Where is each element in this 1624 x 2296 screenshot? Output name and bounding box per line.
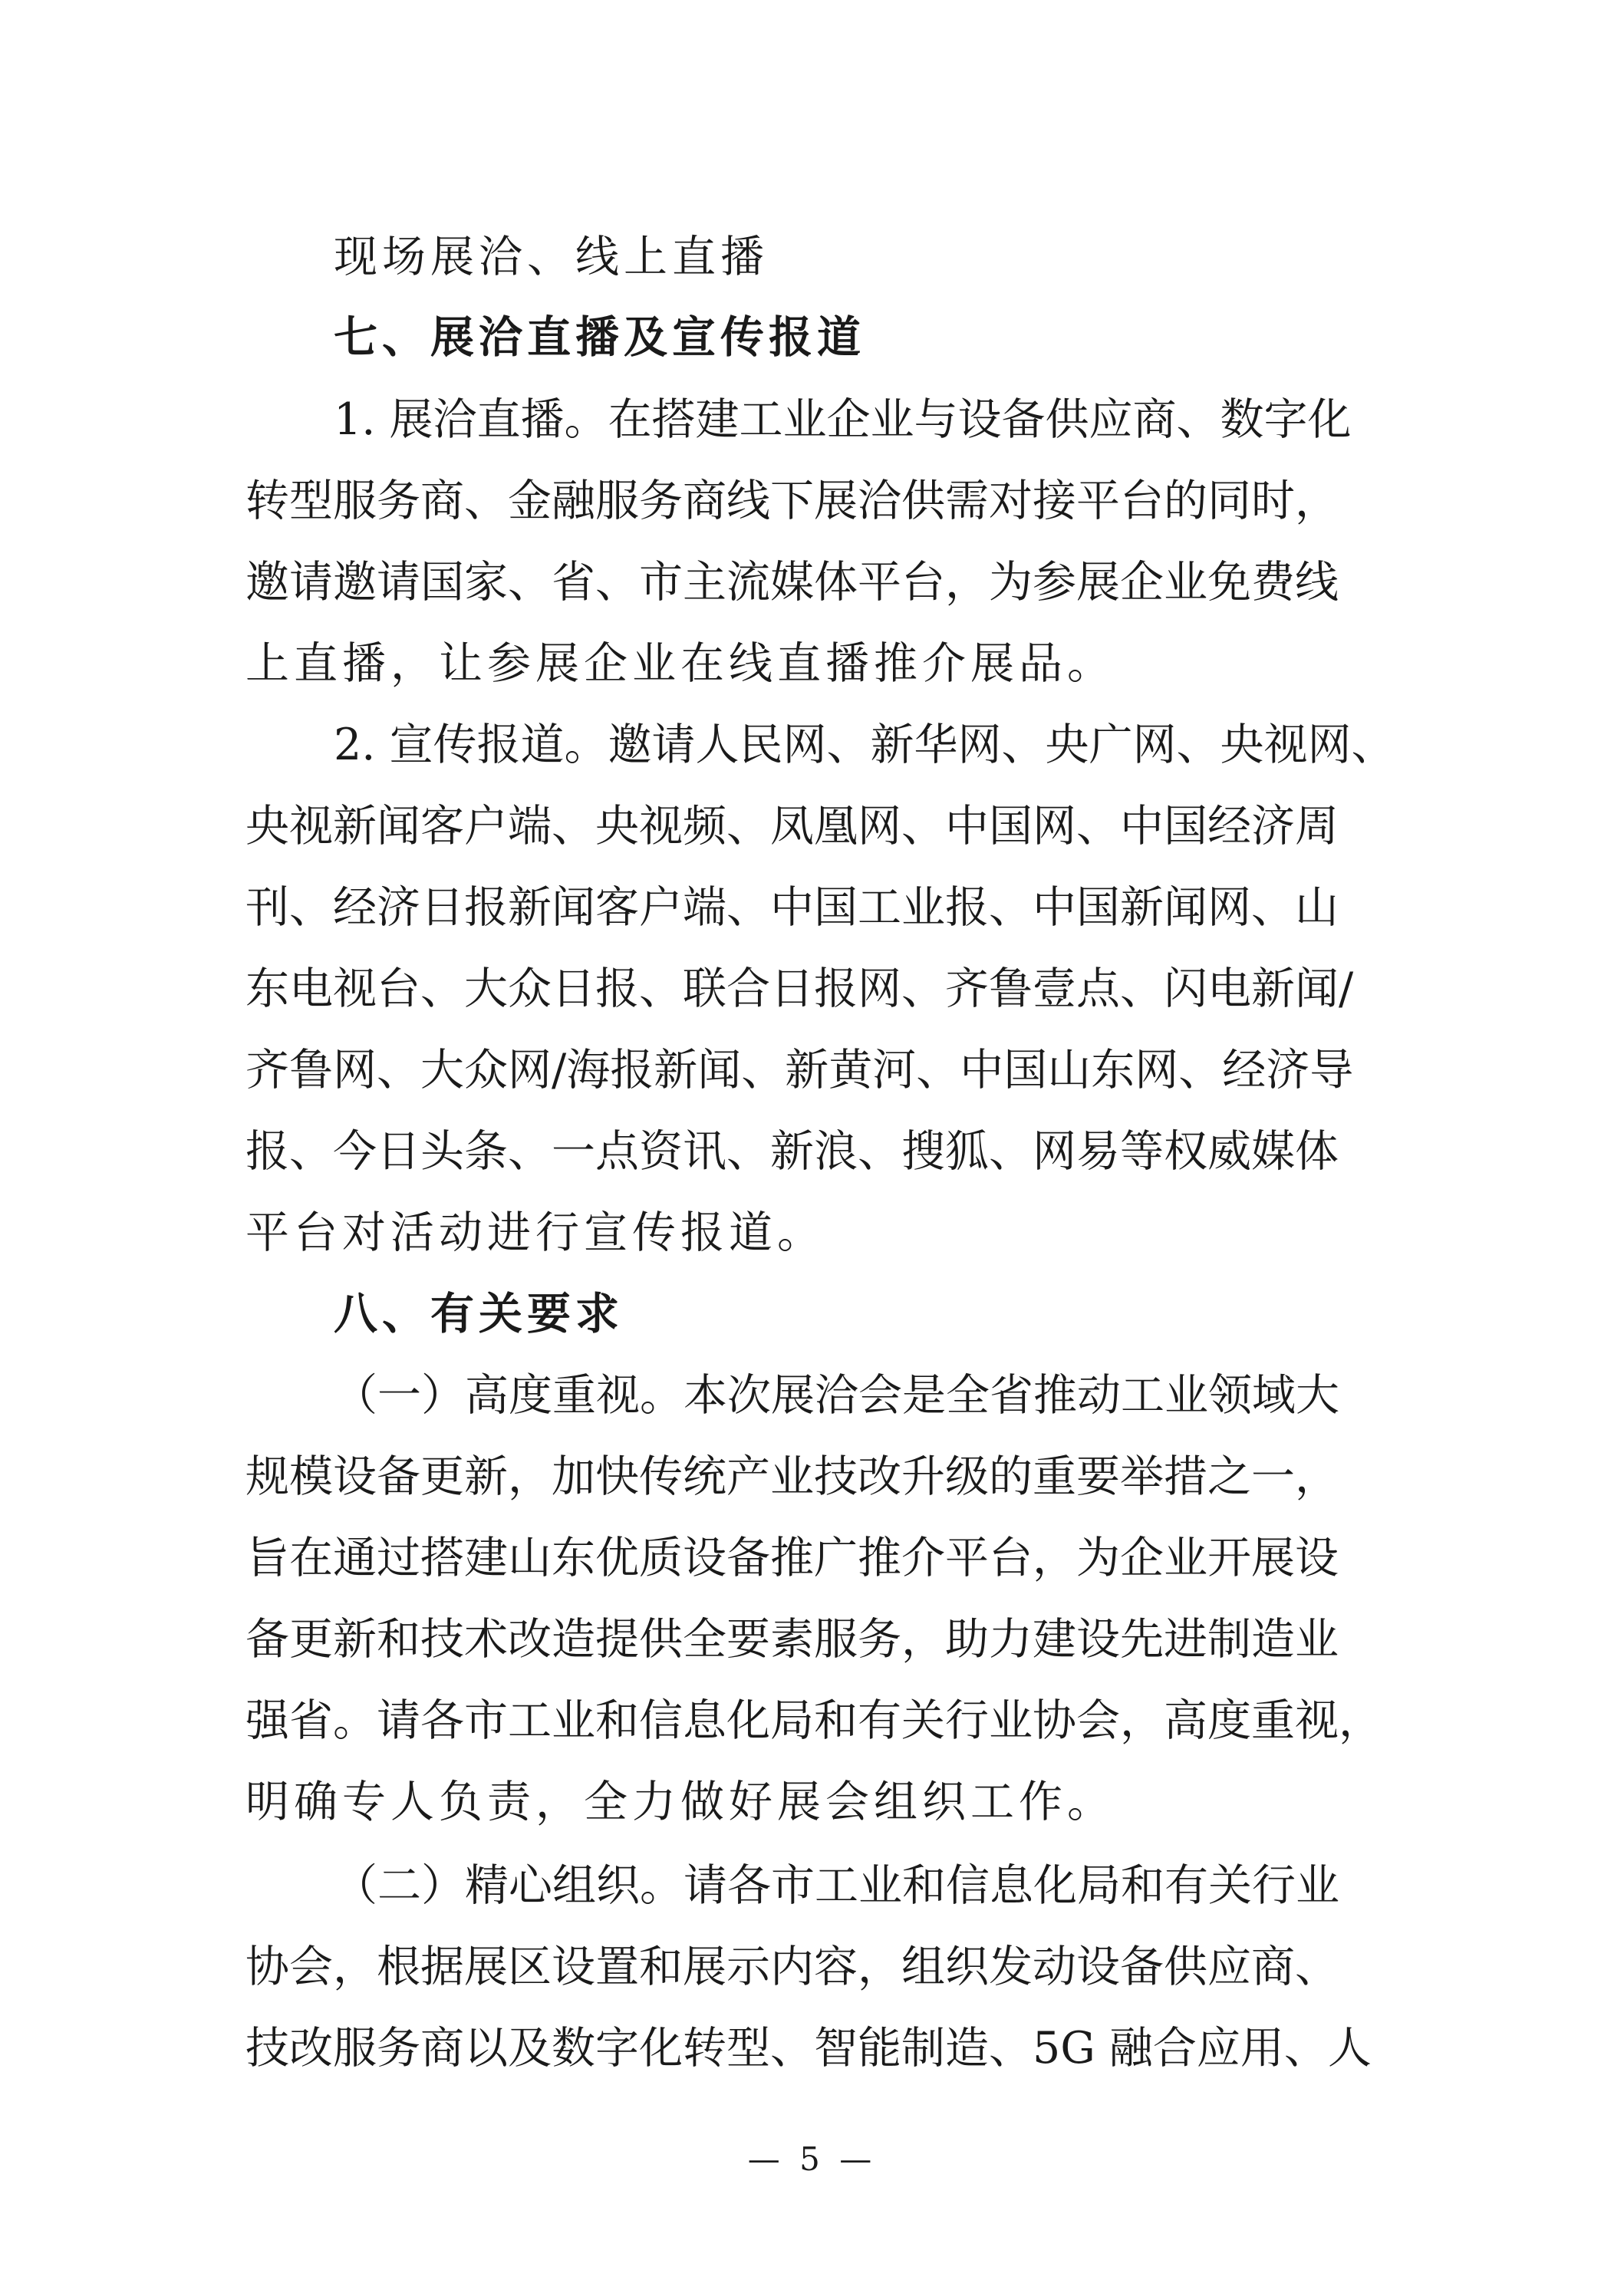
text-line: 备更新和技术改造提供全要素服务，助力建设先进制造业	[245, 1614, 1339, 1665]
text-line: 刊、经济日报新闻客户端、中国工业报、中国新闻网、山	[245, 882, 1339, 933]
text-line: 规模设备更新，加快传统产业技改升级的重要举措之一，	[245, 1451, 1339, 1502]
text-line: 央视新闻客户端、央视频、凤凰网、中国网、中国经济周	[245, 801, 1339, 852]
text-line: 齐鲁网、大众网/海报新闻、新黄河、中国山东网、经济导	[245, 1045, 1354, 1095]
section-heading: 八、有关要求	[334, 1289, 624, 1339]
page-number: — 5 —	[747, 2140, 877, 2178]
section-heading: 七、展洽直播及宣传报道	[334, 312, 865, 363]
text-line: 明确专人负责，全力做好展会组织工作。	[245, 1777, 1115, 1827]
text-line: 协会，根据展区设置和展示内容，组织发动设备供应商、	[245, 1942, 1339, 1992]
text-line: 平台对活动进行宣传报道。	[245, 1207, 825, 1258]
text-line: 邀请邀请国家、省、市主流媒体平台，为参展企业免费线	[245, 557, 1339, 608]
text-line: 强省。请各市工业和信息化局和有关行业协会，高度重视，	[245, 1695, 1382, 1746]
text-line: 报、今日头条、一点资讯、新浪、搜狐、网易等权威媒体	[245, 1126, 1339, 1177]
text-line: 东电视台、大众日报、联合日报网、齐鲁壹点、闪电新闻/	[245, 964, 1354, 1014]
text-line: 现场展洽、线上直播	[334, 232, 769, 282]
text-line: 技改服务商以及数字化转型、智能制造、5G 融合应用、人	[245, 2023, 1372, 2074]
text-line: 旨在通过搭建山东优质设备推广推介平台，为企业开展设	[245, 1533, 1339, 1583]
text-line: （二）精心组织。请各市工业和信息化局和有关行业	[334, 1860, 1339, 1911]
text-line: 2. 宣传报道。邀请人民网、新华网、央广网、央视网、	[334, 720, 1395, 770]
text-line: 转型服务商、金融服务商线下展洽供需对接平台的同时，	[245, 476, 1339, 526]
text-line: （一）高度重视。本次展洽会是全省推动工业领域大	[334, 1370, 1339, 1421]
text-line: 上直播，让参展企业在线直播推介展品。	[245, 638, 1115, 689]
text-line: 1. 展洽直播。在搭建工业企业与设备供应商、数字化	[334, 394, 1352, 445]
